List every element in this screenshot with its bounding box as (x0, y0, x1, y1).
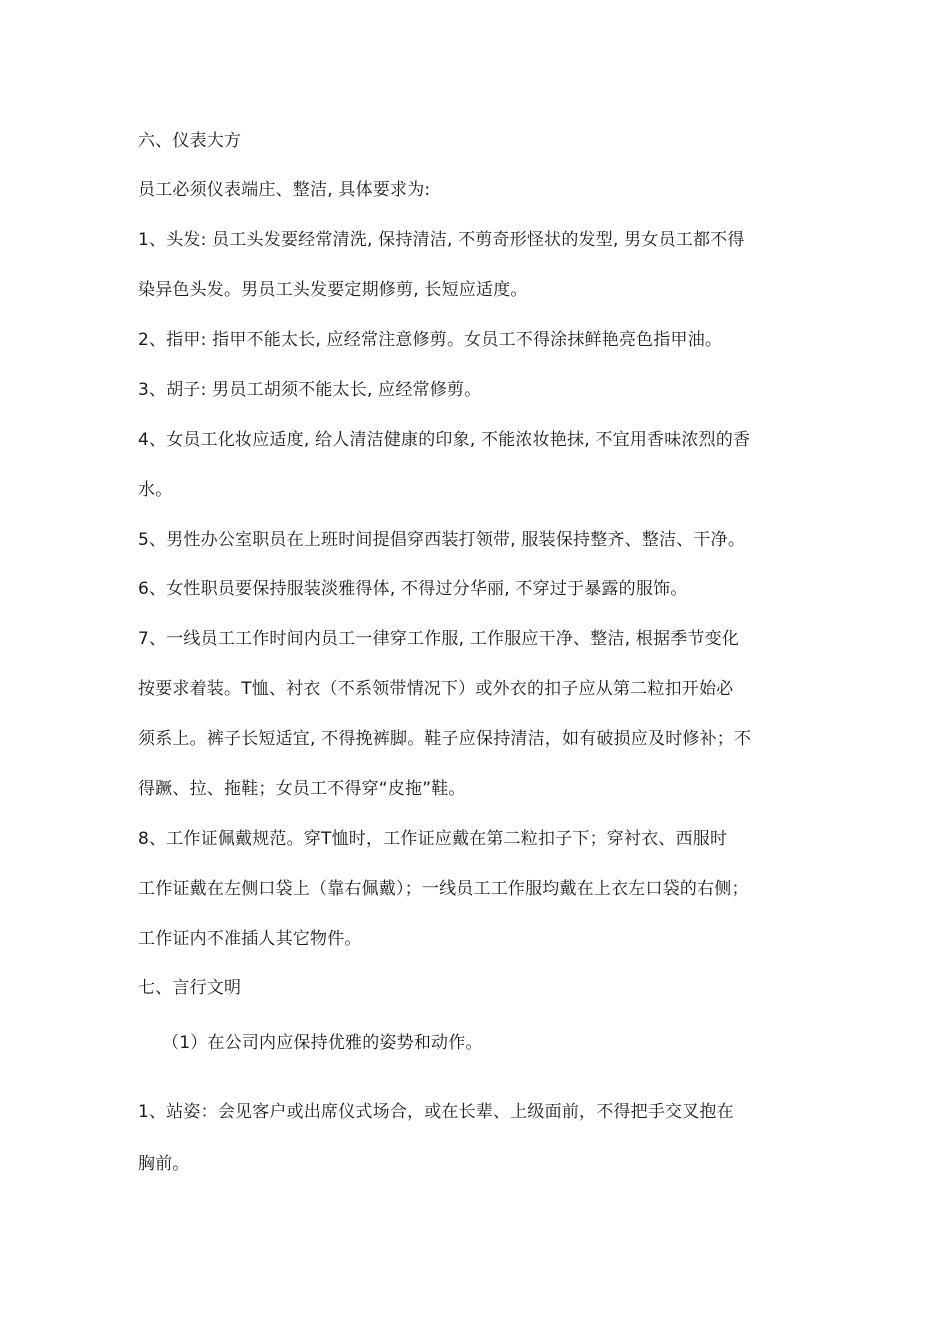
paragraph-line: 水。 (138, 480, 173, 500)
paragraph-line: 须系上。裤子长短适宜, 不得挽裤脚。鞋子应保持清洁，如有破损应及时修补；不 (138, 729, 752, 749)
section-heading-7: 七、言行文明 (138, 978, 242, 998)
section-heading-6: 六、仪表大方 (138, 131, 242, 151)
paragraph-line: 工作证戴在左侧口袋上（靠右佩戴）；一线员工工作服均戴在上衣左口袋的右侧； (138, 879, 749, 899)
paragraph-line: 1、站姿：会见客户或出席仪式场合，或在长辈、上级面前，不得把手交叉抱在 (138, 1102, 734, 1122)
paragraph-line: 5、男性办公室职员在上班时间提倡穿西装打领带, 服装保持整齐、整洁、干净。 (138, 530, 746, 550)
paragraph-line: 2、指甲: 指甲不能太长, 应经常注意修剪。女员工不得涂抹鲜艳亮色指甲油。 (138, 330, 723, 350)
paragraph-line: 工作证内不准插人其它物件。 (138, 929, 362, 949)
paragraph-line: 6、女性职员要保持服装淡雅得体, 不得过分华丽, 不穿过于暴露的服饰。 (138, 579, 688, 599)
paragraph-line: 得蹶、拉、拖鞋；女员工不得穿“皮拖”鞋。 (138, 779, 466, 799)
paragraph-line: 3、胡子: 男员工胡须不能太长, 应经常修剪。 (138, 380, 482, 400)
paragraph-line: 8、工作证佩戴规范。穿T恤时，工作证应戴在第二粒扣子下；穿衬衣、西服时 (138, 829, 728, 849)
paragraph-line: 4、女员工化妆应适度, 给人清洁健康的印象, 不能浓妆艳抹, 不宜用香味浓烈的香 (138, 430, 751, 450)
paragraph-line: 1、头发: 员工头发要经常清洗, 保持清洁, 不剪奇形怪状的发型, 男女员工都不得 (138, 230, 745, 250)
paragraph-line: 员工必须仪表端庄、整洁, 具体要求为: (138, 180, 431, 200)
paragraph-line: 7、一线员工工作时间内员工一律穿工作服, 工作服应干净、整洁, 根据季节变化 (138, 629, 740, 649)
paragraph-line: 胸前。 (138, 1154, 190, 1174)
paragraph-line: 按要求着装。T恤、衬衣（不系领带情况下）或外衣的扣子应从第二粒扣开始必 (138, 679, 734, 699)
subsection-heading: （1）在公司内应保持优雅的姿势和动作。 (162, 1033, 483, 1053)
paragraph-line: 染异色头发。男员工头发要定期修剪, 长短应适度。 (138, 280, 528, 300)
